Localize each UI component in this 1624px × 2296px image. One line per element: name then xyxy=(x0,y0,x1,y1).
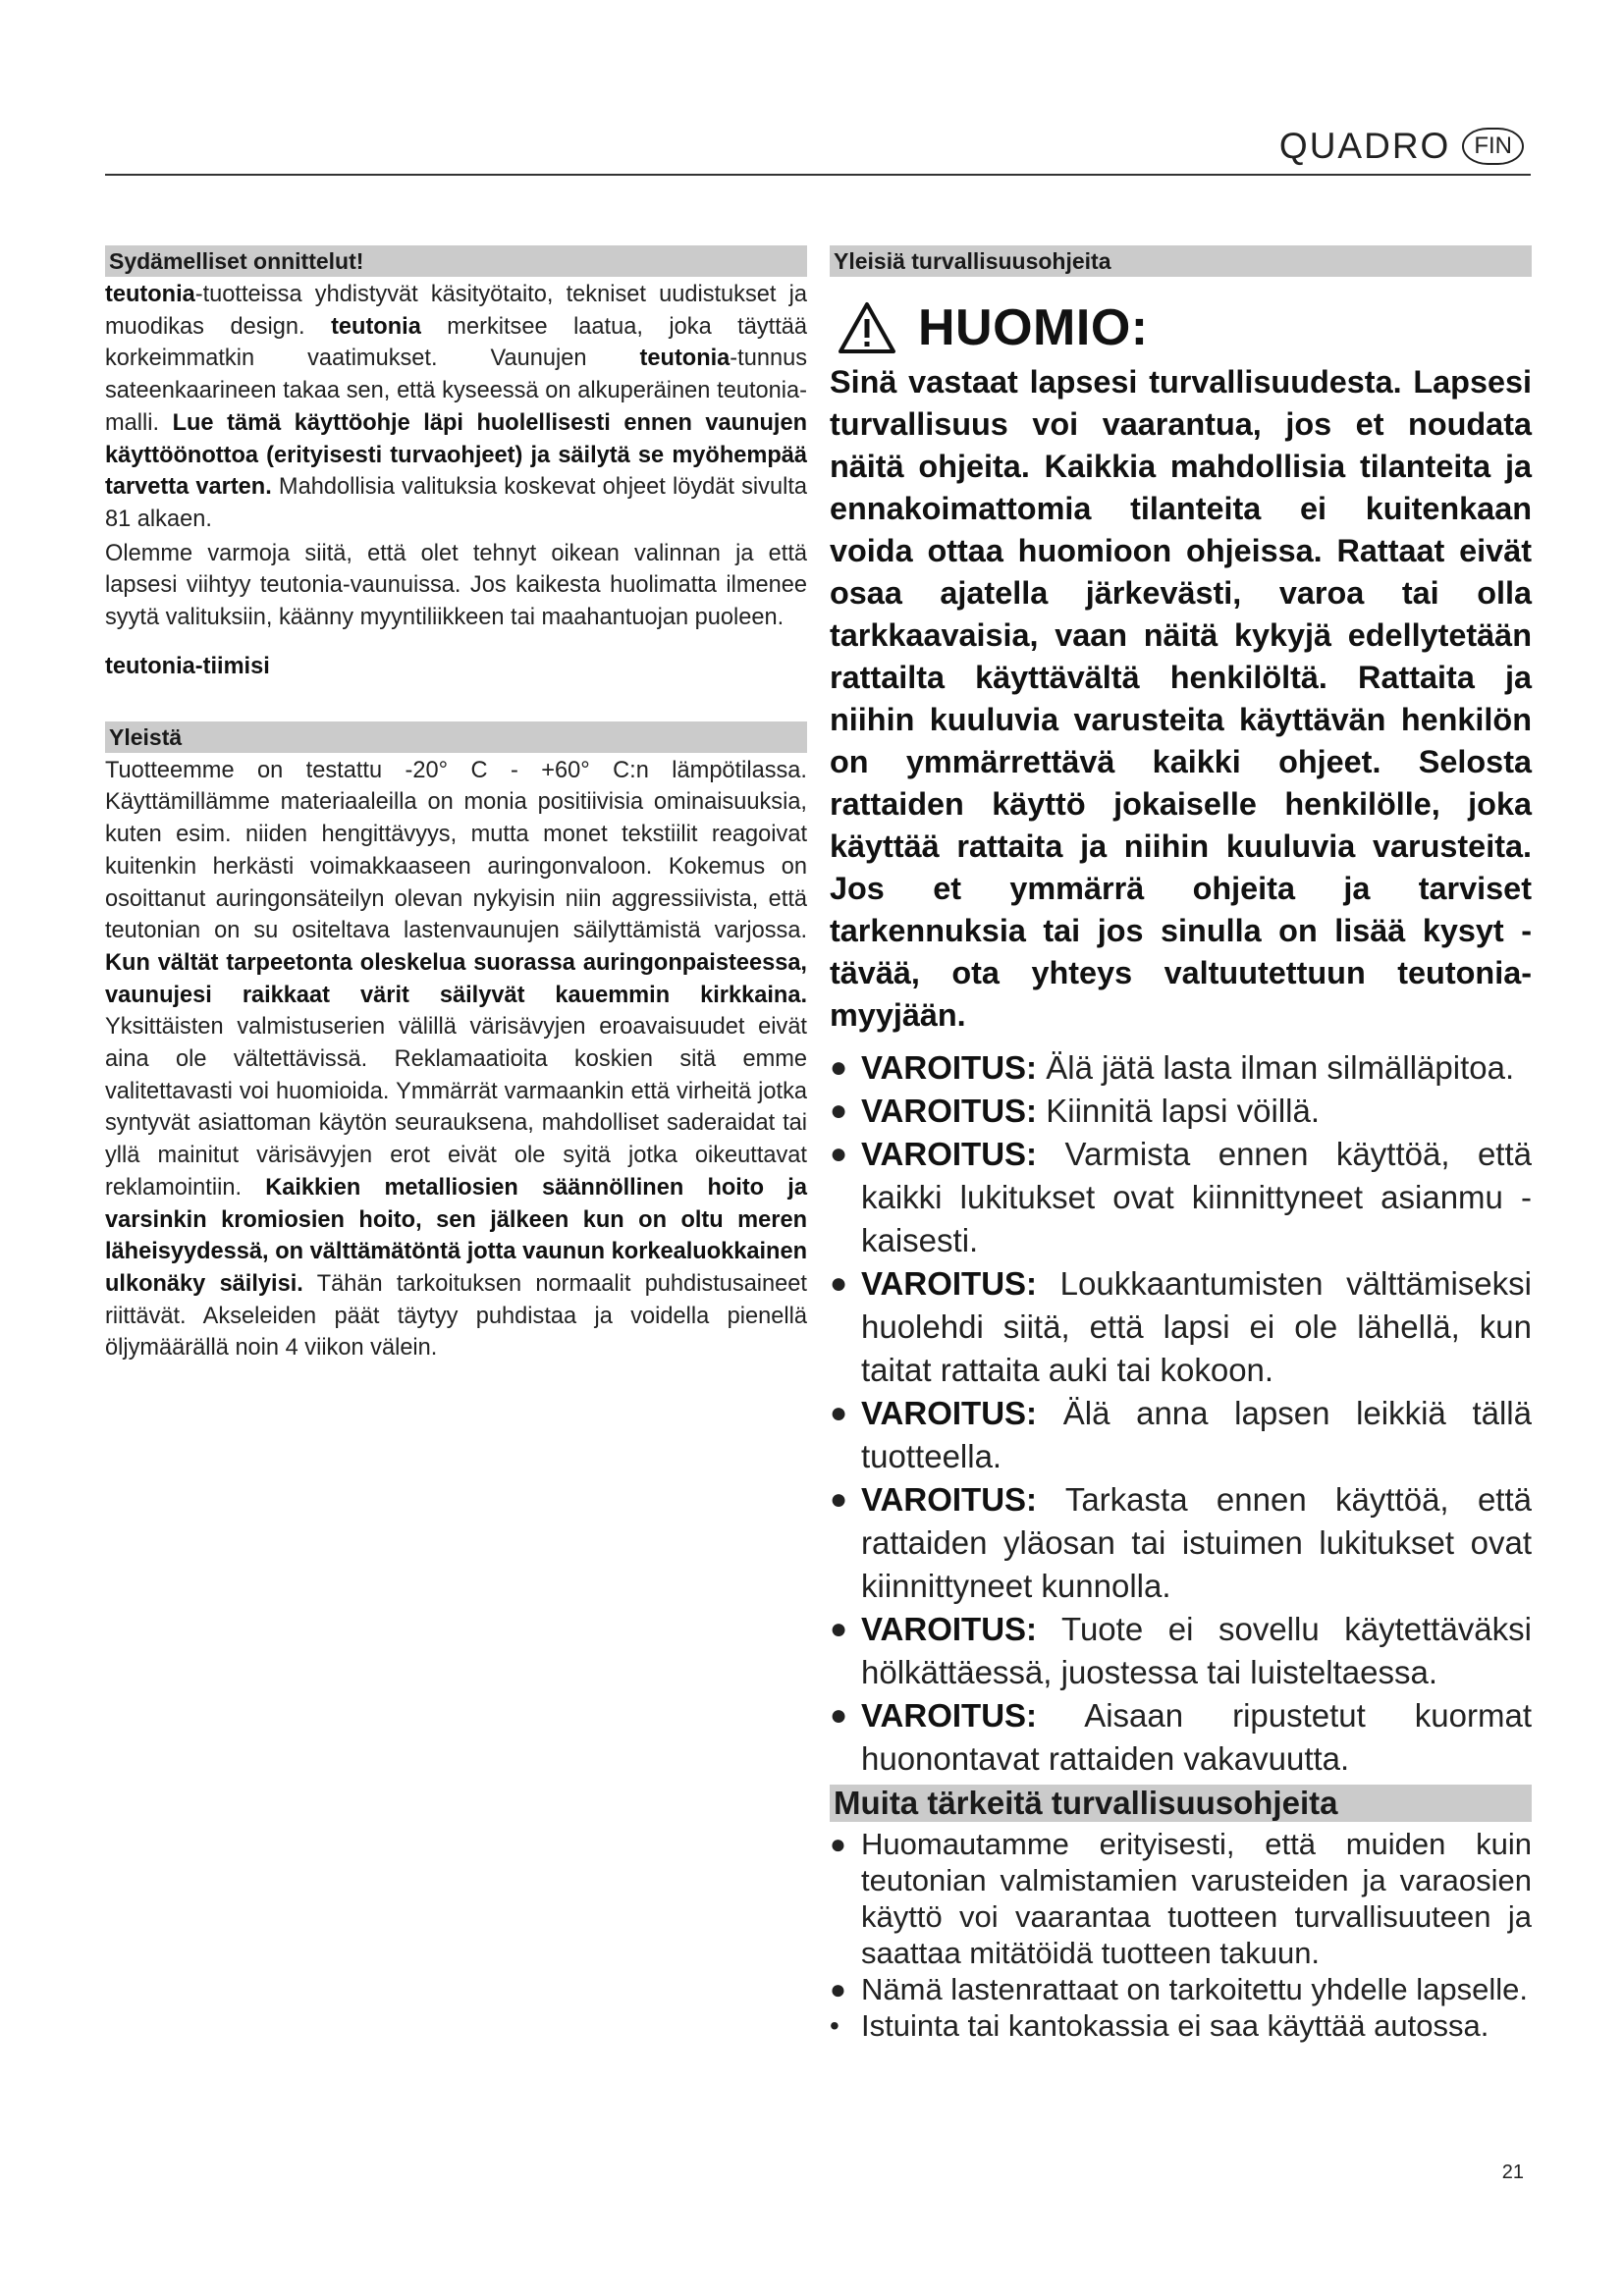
general-text-segment: Kaikkien metalliosien säännöllinen hoito ja varsinkin kromiosien hoito, sen jälkeen kun on oltu meren läheisyydessä, on välttämätöntä jotta vaunun korkealuokkainen ulkonäky säilyisi. xyxy=(105,1174,807,1297)
warning-triangle-icon xyxy=(838,301,896,354)
warning-title: HUOMIO: xyxy=(918,299,1149,356)
congrats-paragraph-1 xyxy=(105,279,807,536)
warning-item xyxy=(830,1046,1532,1090)
bullet-icon: ● xyxy=(830,1613,848,1645)
bullet-icon: ● xyxy=(830,1095,848,1127)
bullet-icon: ● xyxy=(830,1267,848,1300)
brand-title: QUADRO xyxy=(1278,126,1451,166)
warning-item-text: Älä anna lapsen leikkiä tällä tuotteella. xyxy=(861,1395,1532,1474)
other-safety-item xyxy=(830,1826,1532,1971)
bullet-icon: ● xyxy=(830,1483,848,1516)
congrats-paragraph-2: Olemme varmoja siitä, että olet tehnyt oikean valinnan ja että lapsesi viihtyy teutonia-vaunuissa. Jos kaikesta huolimatta ilmenee syytä valituksiin, käänny myyntiliikkeen tai maahantuojan puoleen. xyxy=(105,540,807,631)
warning-item-text: Älä jätä lasta ilman silmälläpitoa. xyxy=(1037,1049,1515,1086)
warning-item-text: Loukkaantumisten välttämiseksi huolehdi siitä, että lapsi ei ole lähellä, kun taitat rattaita auki tai kokoon. xyxy=(861,1265,1532,1388)
bullet-icon: ● xyxy=(830,1829,846,1859)
general-paragraph xyxy=(105,755,807,1364)
left-column xyxy=(105,245,807,1364)
general-text-segment: Tuotteemme on testattu -20° C - +60° C:n lämpötilassa. Käyttämillämme materiaaleilla on monia positiivisia ominaisuuksia, kuten esim. niiden hengittävyys, mutta monet tekstiilit reagoivat kuitenkin herkästi voimakkaaseen auringonvaloon. Kokemus on osoittanut auringonsäteilyn olevan nykyisin niin aggressiivista, että teutonian on su ositeltava lastenvaunujen säilyttämistä varjossa. xyxy=(105,757,807,944)
other-safety-heading: Muita tärkeitä turvallisuusohjeita xyxy=(830,1785,1532,1822)
warning-text: Sinä vastaat lapsesi turvallisuudesta. Lapsesi turvallisuus voi vaarantua, jos et noudata näitä ohjeita. Kaikkia mahdollisia tilanteita ja ennakoimattomia tilanteita ei kuitenkaan voida ottaa huomioon ohjeissa. Rattaat eivät osaa ajatella järkevästi, varoa tai olla tarkkaavaisia, vaan näitä kykyjä edellytetään rattailta käyttävältä henkilöltä. Rattaita ja niihin kuuluvia varusteita käyttävän henkilön on ymmärrettävä kaikki ohjeet. Selosta rattaiden käyttö jokaiselle henkilölle, joka käyttää rattaita ja niihin kuuluvia varusteita. Jos et ymmärrä ohjeita ja tarviset tarkennuksia tai jos sinulla on lisää kysyt - tävää, ota yhteys valtuutettuun teutonia-myyjään. xyxy=(830,364,1532,1033)
congrats-text-segment: teutonia xyxy=(331,313,421,340)
other-safety-item-text: Nämä lastenrattaat on tarkoitettu yhdelle lapselle. xyxy=(861,1972,1528,2006)
warning-item xyxy=(830,1133,1532,1262)
warning-item-text: Tuote ei sovellu käytettäväksi hölkättäessä, juostessa tai luisteltaessa. xyxy=(861,1611,1532,1690)
bullet-icon: ● xyxy=(830,1051,848,1084)
congrats-heading: Sydämelliset onnittelut! xyxy=(105,245,807,277)
general-text-segment: Tähän tarkoituksen normaalit puhdistusaineet riittävät. Akseleiden päät täytyy puhdistaa ja voidella pienellä öljymäärällä noin 4 viikon välein. xyxy=(105,1270,807,1362)
other-safety-item xyxy=(830,1971,1532,2007)
safety-heading: Yleisiä turvallisuusohjeita xyxy=(830,245,1532,277)
warning-label: VAROITUS: xyxy=(861,1481,1038,1518)
other-safety-item-text: Huomautamme erityisesti, että muiden kuin teutonian valmistamien varusteiden ja varaosien käyttö voi vaarantaa tuotteen turvallisuuteen ja saattaa mitätöidä tuotteen takuun. xyxy=(861,1827,1532,1970)
language-badge: FIN xyxy=(1462,128,1524,165)
warning-label: VAROITUS: xyxy=(861,1265,1038,1302)
warning-item xyxy=(830,1090,1532,1133)
general-heading: Yleistä xyxy=(105,721,807,753)
warning-item xyxy=(830,1608,1532,1694)
other-safety-list xyxy=(830,1826,1532,2044)
congrats-text-segment: teutonia xyxy=(639,346,731,372)
warning-header xyxy=(838,298,1532,357)
warning-item xyxy=(830,1478,1532,1608)
right-column xyxy=(830,245,1532,2044)
warning-item-text: Kiinnitä lapsi vöillä. xyxy=(1037,1093,1321,1129)
warning-label: VAROITUS: xyxy=(861,1611,1038,1647)
general-text-segment: Kun vältät tarpeetonta oleskelua suorassa auringonpaisteessa, vaunujesi raikkaat värit säilyvät kauemmin kirkkaina. xyxy=(105,949,807,1008)
general-text-segment: Yksittäisten valmistuserien välillä värisävyjen eroavaisuudet eivät aina ole vältettävissä. Reklamaatioita koskien sitä emme valitettavasti voi huomioida. Ymmärrät varmaankin että virheitä jotka syntyvät asiattoman käytön seurauksena, mahdolliset saderaidat tai yllä mainitut värisävyjen erot eivät ole syitä jotka oikeuttavat reklamointiin. xyxy=(105,1014,807,1201)
header-rule xyxy=(105,174,1531,176)
bullet-icon: ● xyxy=(830,1699,848,1732)
congrats-text-segment: Lue tämä käyttöohje läpi huolellisesti ennen vaunujen käyttöönottoa (erityisesti turvaohjeet) ja säilytä se myöhempää tarvetta varten. xyxy=(105,409,807,501)
warning-item xyxy=(830,1392,1532,1478)
bullet-icon: ● xyxy=(830,1397,848,1429)
congrats-text-segment: -tunnus sateenkaarineen takaa sen, että kyseessä on alkuperäinen teutonia-malli. xyxy=(105,346,807,436)
warning-list xyxy=(830,1046,1532,1781)
signoff: teutonia-tiimisi xyxy=(105,653,270,679)
warning-item-text: Varmista ennen käyttöä, että kaikki lukitukset ovat kiinnittyneet asianmu - kaisesti. xyxy=(861,1136,1532,1258)
congrats-text-segment: merkitsee laatua, joka täyttää korkeimmatkin vaatimukset. Vaunujen xyxy=(105,313,808,372)
header-brand xyxy=(1279,126,1524,167)
bullet-icon: ● xyxy=(830,1974,846,2004)
warning-label: VAROITUS: xyxy=(861,1049,1038,1086)
page-number: 21 xyxy=(1501,2162,1524,2183)
congrats-text-segment: teutonia xyxy=(105,282,195,307)
warning-label: VAROITUS: xyxy=(861,1395,1038,1431)
other-safety-item xyxy=(830,2007,1532,2044)
warning-item-text: Aisaan ripustetut kuormat huonontavat rattaiden vakavuutta. xyxy=(861,1697,1532,1777)
warning-item xyxy=(830,1262,1532,1392)
congrats-text-segment: -tuotteissa yhdistyvät käsityötaito, tekniset uudistukset ja muodikas design. xyxy=(105,282,807,340)
bullet-icon: • xyxy=(830,2010,839,2041)
congrats-text-segment: Mahdollisia valituksia koskevat ohjeet löydät sivulta 81 alkaen. xyxy=(105,474,808,532)
warning-item xyxy=(830,1694,1532,1781)
bullet-icon: ● xyxy=(830,1138,848,1170)
warning-label: VAROITUS: xyxy=(861,1093,1038,1129)
warning-label: VAROITUS: xyxy=(861,1136,1038,1172)
warning-item-text: Tarkasta ennen käyttöä, että rattaiden yläosan tai istuimen lukitukset ovat kiinnittyneet kunnolla. xyxy=(861,1481,1532,1604)
warning-label: VAROITUS: xyxy=(861,1697,1038,1734)
other-safety-item-text: Istuinta tai kantokassia ei saa käyttää autossa. xyxy=(861,2008,1489,2043)
